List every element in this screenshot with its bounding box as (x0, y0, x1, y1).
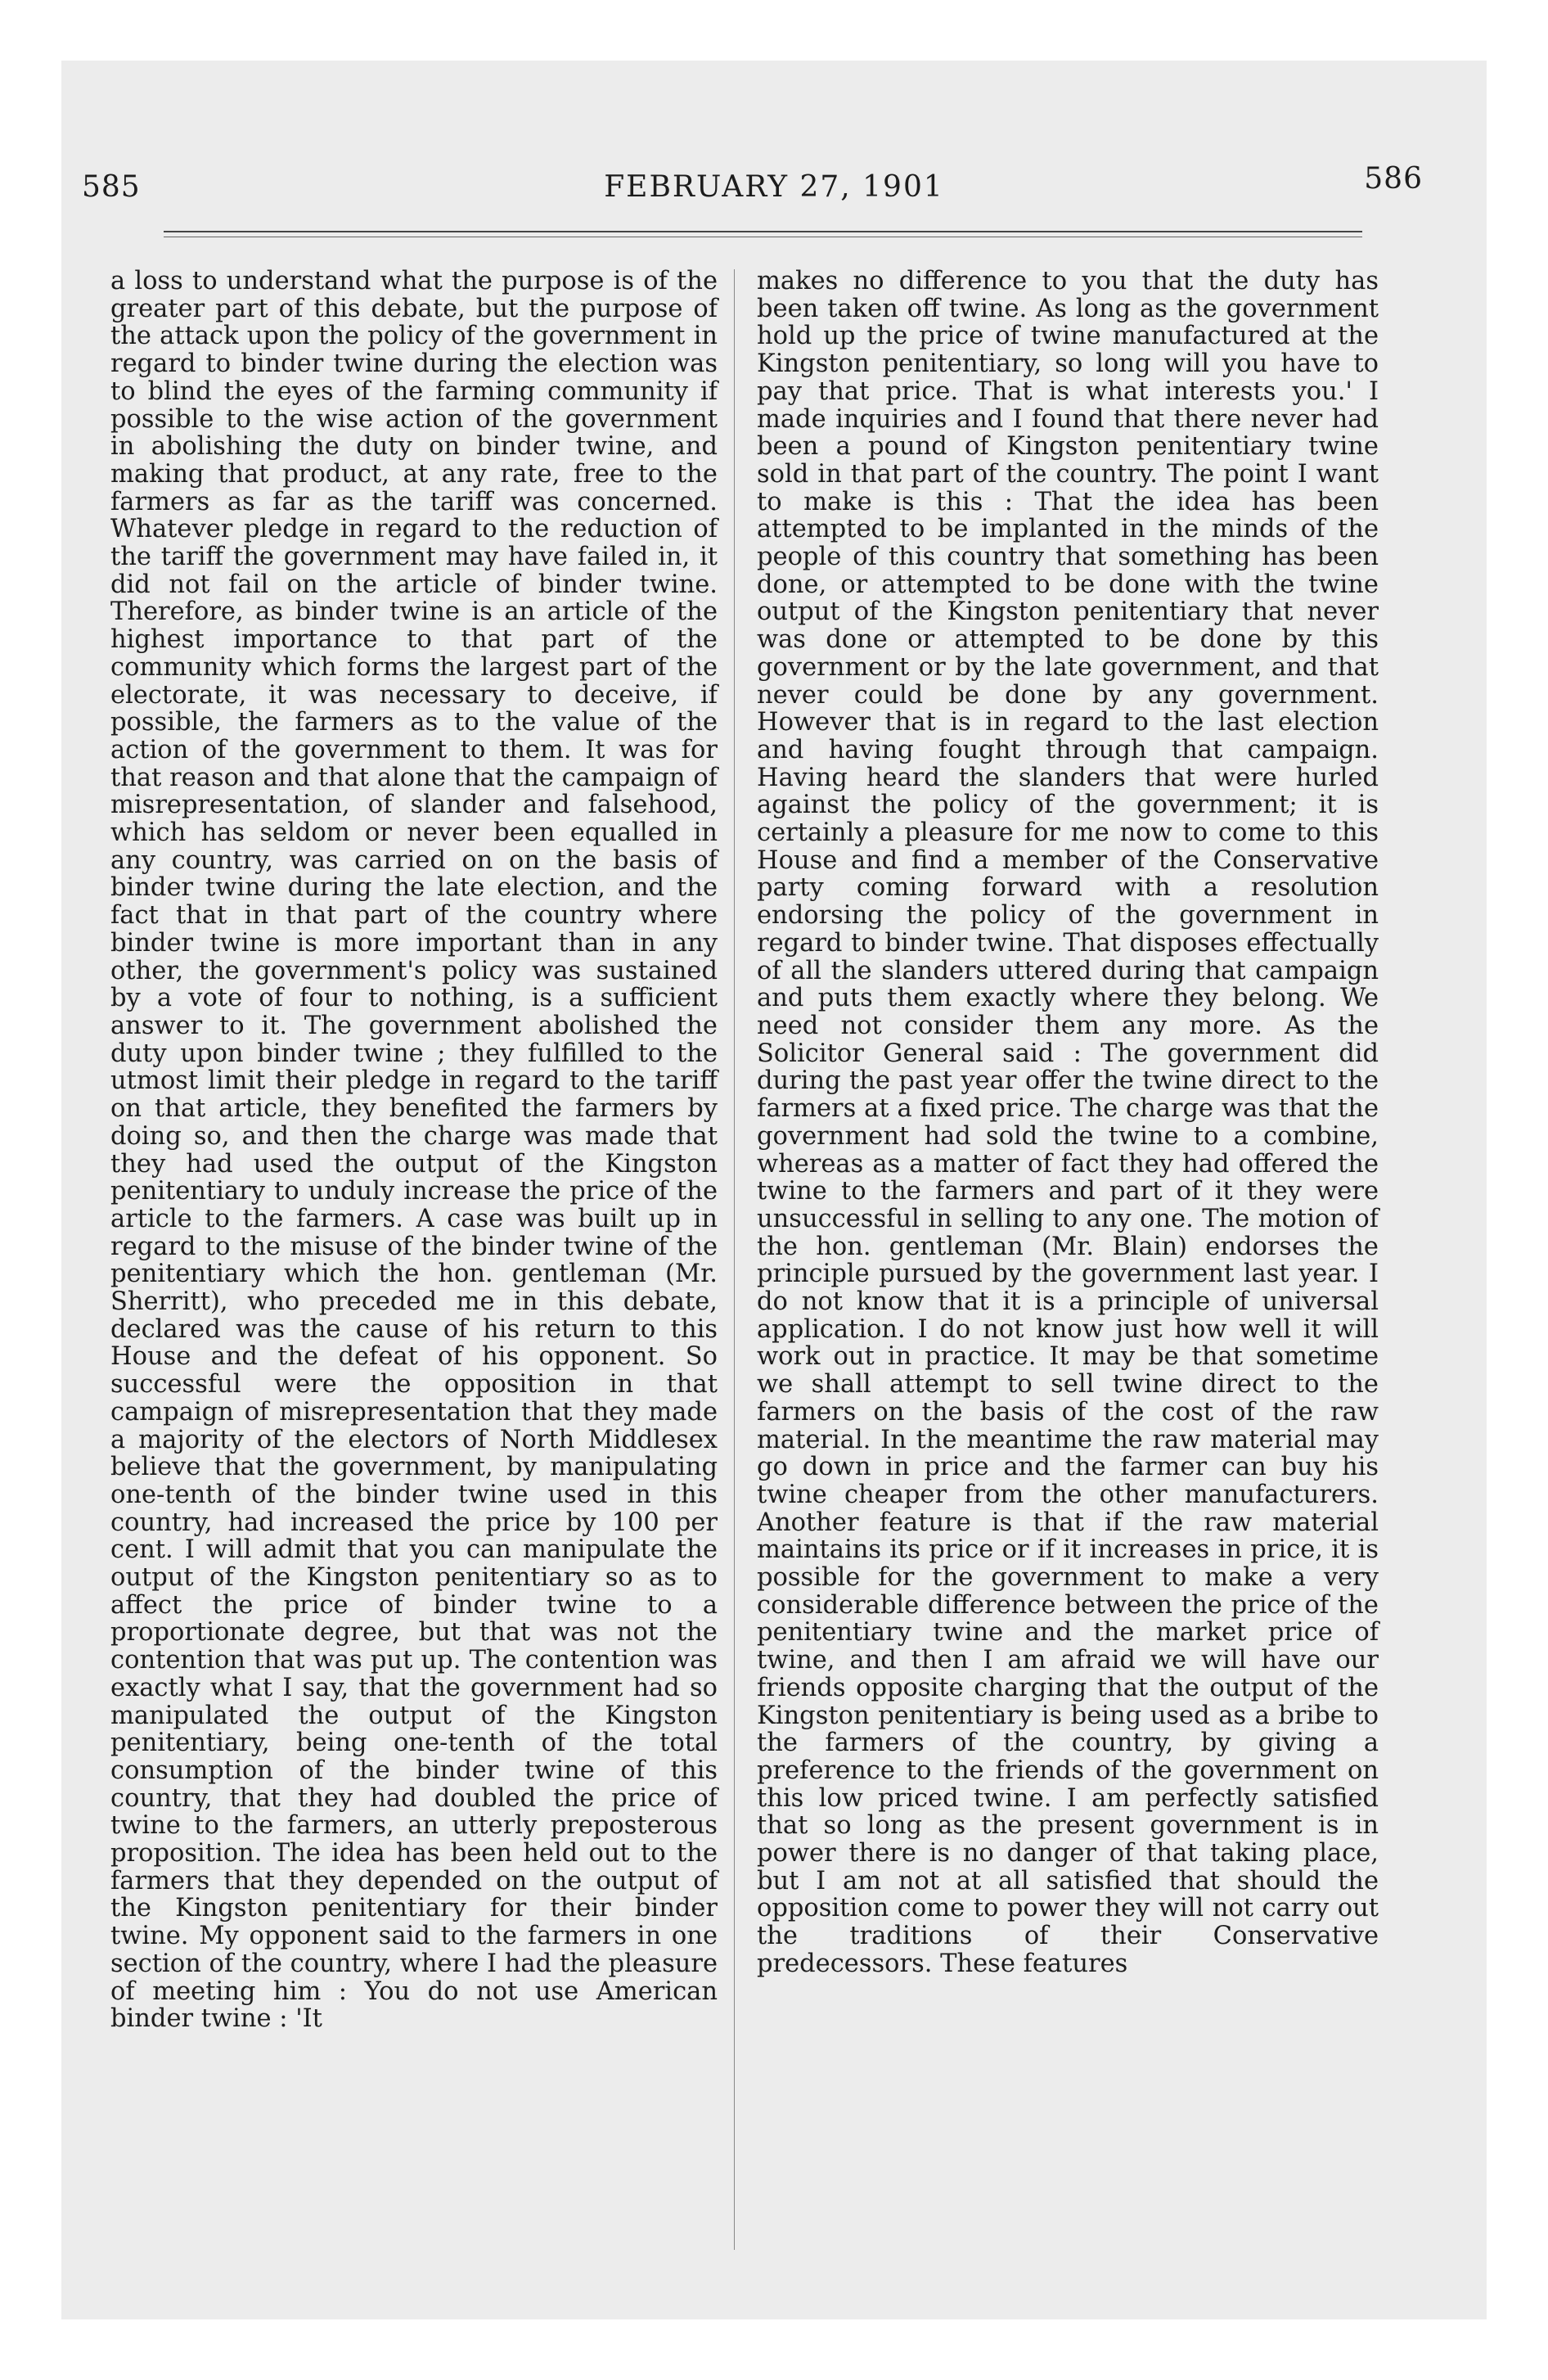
page-number-left: 585 (82, 170, 141, 204)
page-date: FEBRUARY 27, 1901 (604, 170, 944, 204)
column-divider (734, 269, 735, 2250)
header-rule (164, 231, 1362, 232)
page-header (61, 61, 1487, 232)
right-column (757, 268, 1379, 1978)
right-column-text: makes no difference to you that the duty has been taken off twine. As long as the government hold up the price of twine manufactured at the Kingston penitentiary, so long will you have to pay that price. That is what interests you.' I made inquiries and I found that there never had been a pound of Kingston penitentiary twine sold in that part of the country. The point I want to make is this : That the idea has been attempted to be implanted in the minds of the people of this country that something has been done, or attempted to be done with the twine output of the Kingston penitentiary that never was done or attempted to be done by this government or by the late government, and that never could be done by any government. However that is in regard to the last election and having fought through that campaign. Having heard the slanders that were hurled against the policy of the government; it is certainly a pleasure for me now to come to this House and find a member of the Conservative party coming forward with a resolution endorsing the policy of the government in regard to binder twine. That disposes effectually of all the slanders uttered during that campaign and puts them exactly where they belong. We need not consider them any more. As the Solicitor General said : The government did during the past year offer the twine direct to the farmers at a fixed price. The charge was that the government had sold the twine to a combine, whereas as a matter of fact they had offered the twine to the farmers and part of it they were unsuccessful in selling to any one. The motion of the hon. gentleman (Mr. Blain) endorses the principle pursued by the government last year. I do not know that it is a principle of universal application. I do not know just how well it will work out in practice. It may be that sometime we shall attempt to sell twine direct to the farmers on the basis of the cost of the raw material. In the meantime the raw material may go down in price and the farmer can buy his twine cheaper from the other manufacturers. Another feature is that if the raw material maintains its price or if it increases in price, it is possible for the government to make a very considerable difference between the price of the penitentiary twine and the market price of twine, and then I am afraid we will have our friends opposite charging that the output of the Kingston penitentiary is being used as a bribe to the farmers of the country, by giving a preference to the friends of the government on this low priced twine. I am perfectly satisfied that so long as the present government is in power there is no danger of that taking place, but I am not at all satisfied that should the opposition come to power they will not carry out the traditions of their Conservative predecessors. These features (757, 267, 1379, 1978)
left-column-text: a loss to understand what the purpose is of the greater part of this debate, but the purpose of the attack upon the policy of the government in regard to binder twine during the election was to blind the eyes of the farming community if possible to the wise action of the government in abolishing the duty on binder twine, and making that product, at any rate, free to the farmers as far as the tariff was concerned. Whatever pledge in regard to the reduction of the tariff the government may have failed in, it did not fail on the article of binder twine. Therefore, as binder twine is an article of the highest importance to that part of the community which forms the largest part of the electorate, it was necessary to deceive, if possible, the farmers as to the value of the action of the government to them. It was for that reason and that alone that the campaign of misrepresentation, of slander and falsehood, which has seldom or never been equalled in any country, was carried on on the basis of binder twine during the late election, and the fact that in that part of the country where binder twine is more important than in any other, the government's policy was sustained by a vote of four to nothing, is a sufficient answer to it. The government abolished the duty upon binder twine ; they fulfilled to the utmost limit their pledge in regard to the tariff on that article, they benefited the farmers by doing so, and then the charge was made that they had used the output of the Kingston penitentiary to unduly increase the price of the article to the farmers. A case was built up in regard to the misuse of the binder twine of the penitentiary which the hon. gentleman (Mr. Sherritt), who preceded me in this debate, declared was the cause of his return to this House and the defeat of his opponent. So successful were the opposition in that campaign of misrepresentation that they made a majority of the electors of North Middlesex believe that the government, by manipulating one-tenth of the binder twine used in this country, had increased the price by 100 per cent. I will admit that you can manipulate the output of the Kingston penitentiary so as to affect the price of binder twine to a proportionate degree, but that was not the contention that was put up. The contention was exactly what I say, that the government had so manipulated the output of the Kingston penitentiary, being one-tenth of the total consumption of the binder twine of this country, that they had doubled the price of twine to the farmers, an utterly preposterous proposition. The idea has been held out to the farmers that they depended on the output of the Kingston penitentiary for their binder twine. My opponent said to the farmers in one section of the country, where I had the pleasure of meeting him : You do not use American binder twine : 'It (110, 267, 718, 2034)
page-number-right: 586 (1364, 162, 1423, 196)
scanned-page (61, 61, 1487, 2319)
left-column (110, 268, 718, 2033)
